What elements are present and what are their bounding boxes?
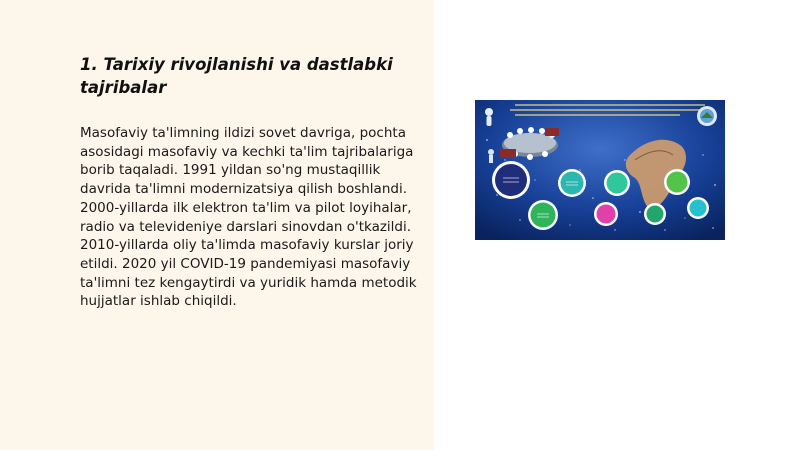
slide-paragraph: Masofaviy ta'limning ildizi sovet davriga, pochta asosidagi masofaviy va kechki ta'lim tajribalariga borib taqaladi. 1991 yildan so'ng mustaqillik davrida ta'limni modernizatsiya qilish boshlandi. 2000-yillarda ilk elektron ta'lim va pilot loyihalar, radio va televideniye darslari sinovdan o'tkazildi. 2010-yillarda oliy ta'limda masofaviy kurslar joriy etildi. 2020 yil COVID-19 pandemiyasi masofaviy ta'limni tez kengaytirdi va yuridik hamda metodik hujjatlar ishlab chiqildi. bbox=[80, 125, 417, 310]
distance-learning-illustration bbox=[475, 100, 725, 240]
slide-title: 1. Tarixiy rivojlanishi va dastlabki tajribalar bbox=[80, 55, 393, 97]
